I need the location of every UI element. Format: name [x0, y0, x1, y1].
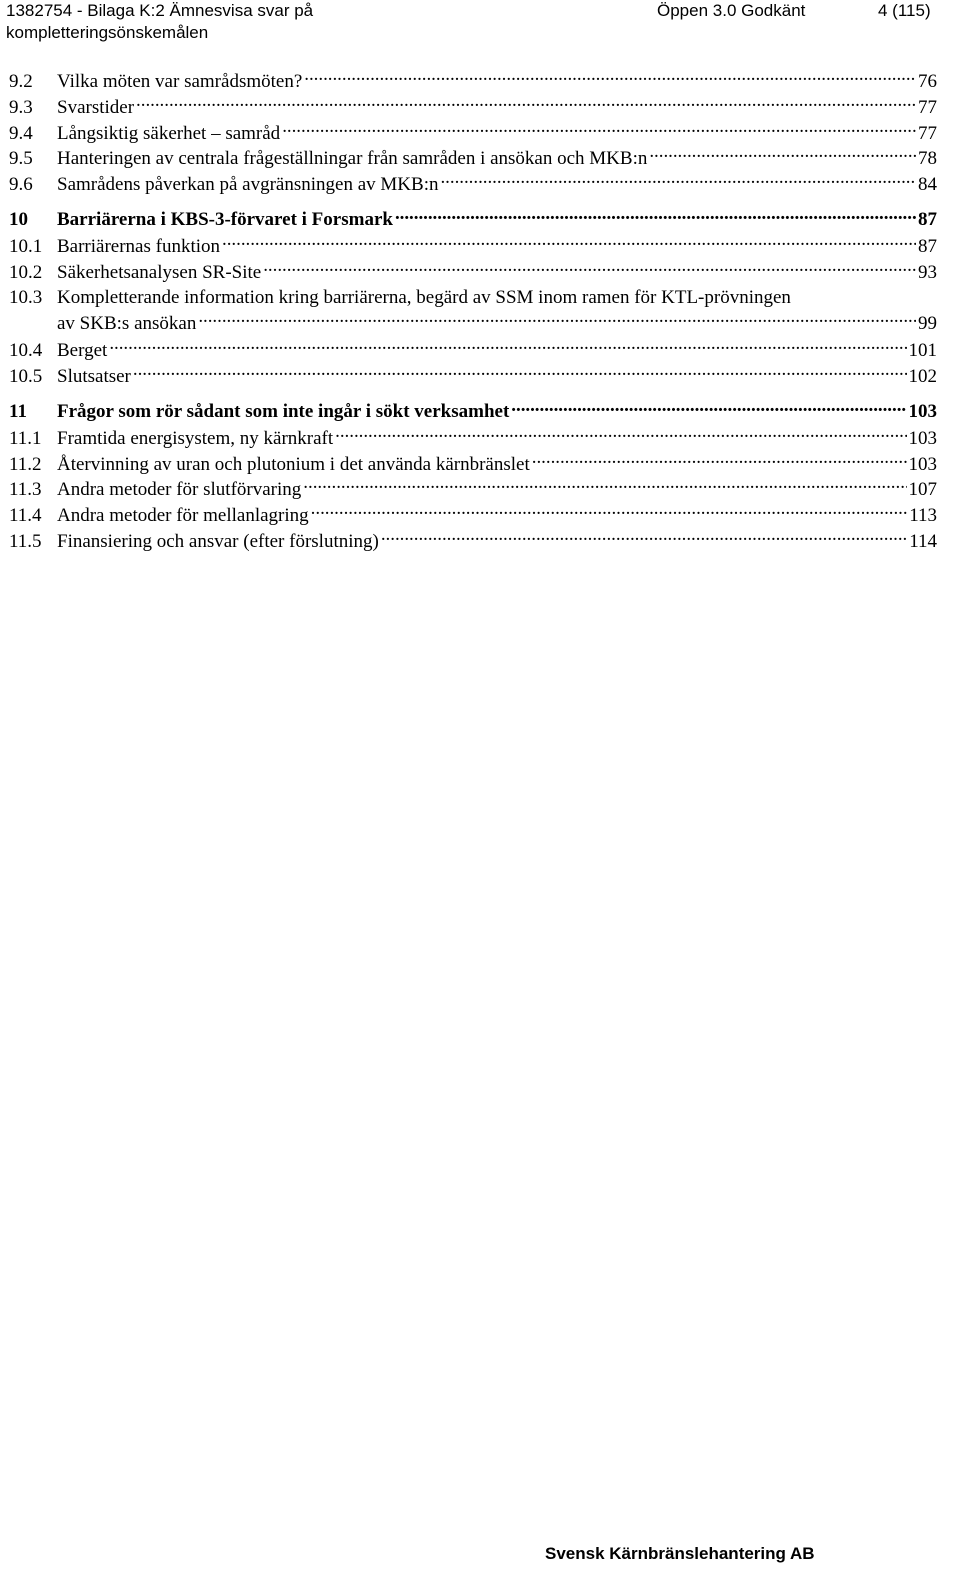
toc-number: 9.2	[9, 71, 33, 92]
toc-entry-10[interactable]	[9, 206, 937, 233]
document-id-line2: kompletteringsönskemålen	[6, 23, 209, 42]
toc-number: 10	[9, 208, 28, 230]
dot-leader	[532, 451, 907, 470]
toc-entry-9-3[interactable]	[9, 94, 937, 120]
toc-title: Barriärerna i KBS-3-förvaret i Forsmark	[57, 208, 393, 230]
dot-leader	[311, 502, 908, 521]
toc-page: 99	[918, 313, 937, 335]
toc-page: 78	[918, 148, 937, 170]
table-of-contents	[9, 68, 937, 554]
toc-entry-11[interactable]	[9, 398, 937, 425]
toc-number: 9.4	[9, 122, 33, 144]
dot-leader	[649, 145, 916, 164]
toc-page: 77	[918, 122, 937, 144]
toc-title-line2-row	[57, 310, 937, 337]
toc-entry-11-1[interactable]	[9, 425, 937, 451]
toc-page: 93	[918, 261, 937, 283]
toc-number: 10.5	[9, 365, 43, 387]
toc-page: 103	[908, 453, 937, 475]
toc-number: 11.4	[9, 505, 42, 527]
toc-title: Andra metoder för slutförvaring	[57, 479, 302, 501]
toc-entry-10-1[interactable]	[9, 233, 937, 259]
company-footer: Svensk Kärnbränslehantering AB	[545, 1544, 815, 1563]
dot-leader	[222, 233, 916, 252]
toc-title: Återvinning av uran och plutonium i det använda kärnbränslet	[57, 453, 530, 475]
toc-title: Svarstider	[57, 96, 135, 118]
toc-entry-10-2[interactable]	[9, 259, 937, 285]
toc-number: 11.5	[9, 530, 42, 552]
toc-page: 114	[909, 530, 937, 552]
toc-number: 9.5	[9, 148, 33, 170]
toc-number: 10.2	[9, 261, 43, 283]
toc-number: 11.1	[9, 427, 42, 449]
toc-entry-10-4[interactable]	[9, 337, 937, 363]
toc-page: 107	[908, 479, 937, 501]
dot-leader	[440, 171, 916, 190]
toc-entry-11-2[interactable]	[9, 451, 937, 477]
toc-number: 11.2	[9, 453, 42, 475]
toc-title: Framtida energisystem, ny kärnkraft	[57, 427, 334, 449]
toc-entry-9-4[interactable]	[9, 120, 937, 146]
toc-page: 87	[918, 208, 937, 230]
dot-leader	[303, 476, 906, 495]
toc-page: 84	[918, 174, 937, 196]
toc-number: 11.3	[9, 479, 42, 501]
dot-leader	[395, 206, 916, 225]
toc-page: 87	[918, 235, 937, 257]
toc-entry-11-4[interactable]	[9, 502, 937, 528]
toc-title: Finansiering och ansvar (efter förslutning)	[57, 530, 379, 552]
toc-entry-10-3[interactable]	[9, 285, 937, 338]
toc-entry-11-5[interactable]	[9, 528, 937, 554]
toc-number: 11	[9, 400, 27, 422]
dot-leader	[282, 120, 916, 139]
toc-title: Berget	[57, 340, 108, 362]
dot-leader	[381, 528, 907, 547]
dot-leader	[109, 337, 906, 356]
toc-title-line2: av SKB:s ansökan	[57, 313, 197, 335]
dot-leader	[511, 398, 906, 417]
toc-title-line1: Kompletterande information kring barriärerna, begärd av SSM inom ramen för KTL-prövningen	[57, 286, 791, 308]
dot-leader	[304, 68, 916, 87]
toc-title: Säkerhetsanalysen SR-Site	[57, 261, 262, 283]
toc-title: Samrådens påverkan på avgränsningen av MKB:n	[57, 174, 439, 196]
toc-page: 102	[908, 365, 937, 387]
toc-number: 9.6	[9, 174, 33, 196]
toc-page: 103	[908, 427, 937, 449]
toc-title: Vilka möten var samrådsmöten?	[57, 71, 303, 92]
toc-page: 77	[918, 96, 937, 118]
toc-number: 9.3	[9, 96, 33, 118]
toc-page: 76	[918, 71, 937, 92]
toc-number: 10.3	[9, 286, 43, 308]
toc-page: 101	[908, 340, 937, 362]
dot-leader	[335, 425, 906, 444]
toc-title: Barriärernas funktion	[57, 235, 221, 257]
toc-title: Hanteringen av centrala frågeställningar från samråden i ansökan och MKB:n	[57, 148, 648, 170]
toc-title: Andra metoder för mellanlagring	[57, 505, 309, 527]
document-id-line1: 1382754 - Bilaga K:2 Ämnesvisa svar på	[6, 1, 314, 20]
toc-number: 10.4	[9, 340, 43, 362]
page-number: 4 (115)	[878, 1, 931, 20]
page-header	[6, 0, 956, 44]
toc-number: 10.1	[9, 235, 43, 257]
toc-page: 103	[908, 400, 937, 422]
dot-leader	[263, 259, 916, 278]
dot-leader	[133, 363, 907, 382]
toc-entry-11-3[interactable]	[9, 476, 937, 502]
toc-page: 113	[909, 505, 937, 527]
toc-entry-10-5[interactable]	[9, 363, 937, 389]
toc-title: Långsiktig säkerhet – samråd	[57, 122, 281, 144]
toc-title	[57, 285, 937, 338]
toc-title: Slutsatser	[57, 365, 131, 387]
toc-entry-9-2[interactable]	[9, 68, 937, 94]
dot-leader	[136, 94, 916, 113]
dot-leader	[198, 310, 916, 329]
toc-entry-9-6[interactable]	[9, 171, 937, 197]
toc-title: Frågor som rör sådant som inte ingår i sökt verksamhet	[57, 400, 510, 422]
document-id	[6, 0, 606, 44]
document-status: Öppen 3.0 Godkänt	[657, 1, 806, 20]
toc-entry-9-5[interactable]	[9, 145, 937, 171]
